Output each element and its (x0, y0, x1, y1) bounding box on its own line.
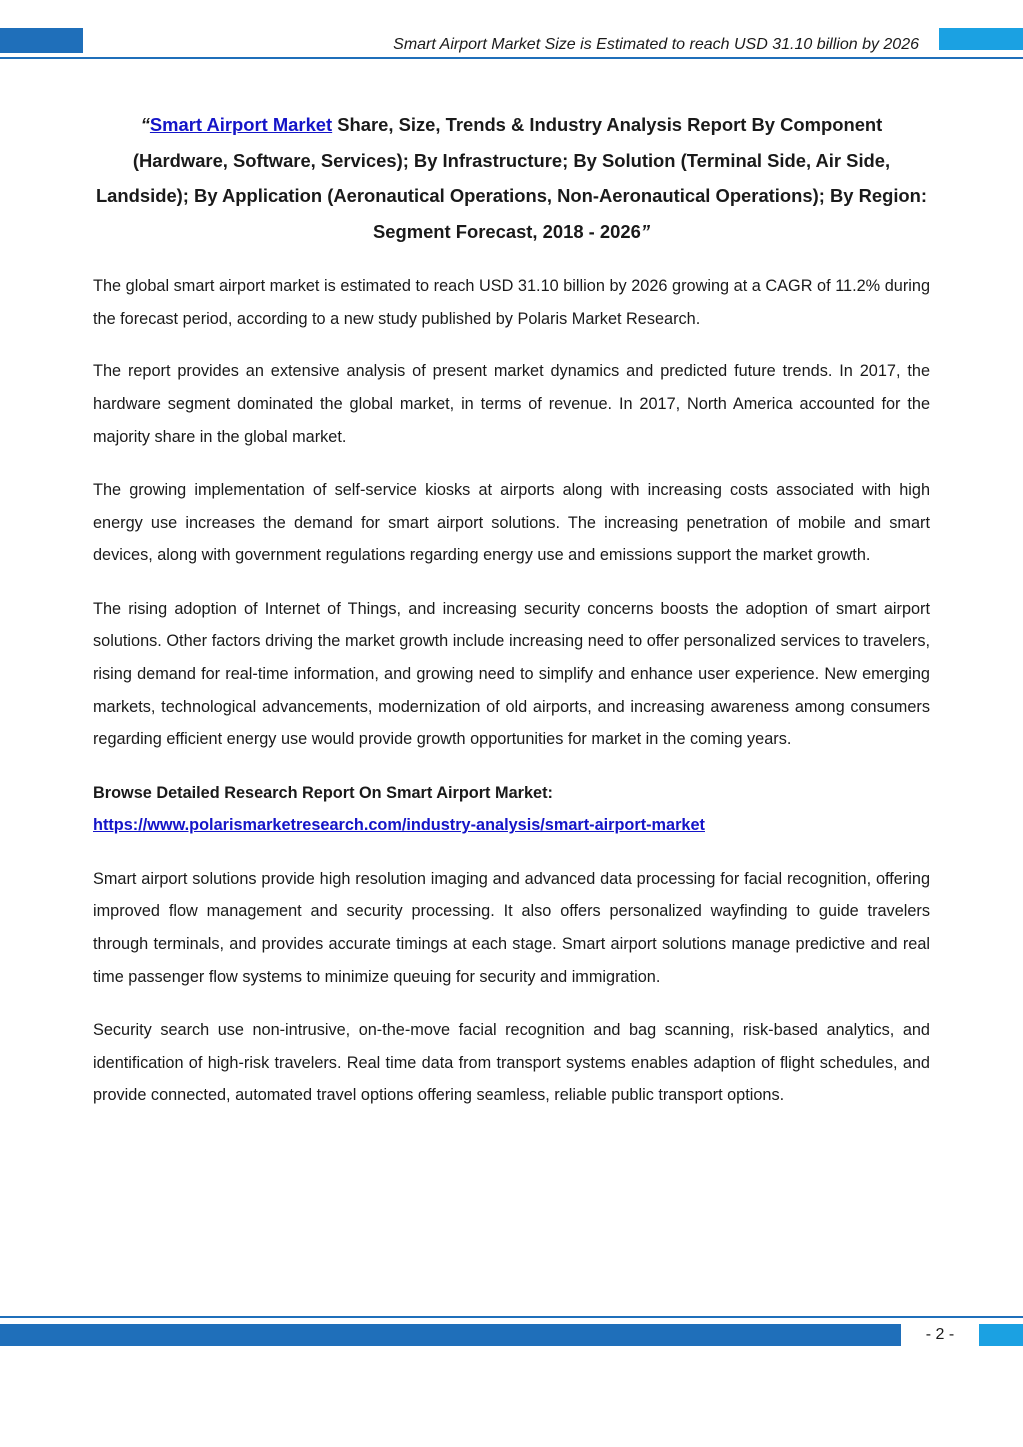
header-accent-block-right (939, 28, 1023, 50)
heading-close-quote: ” (640, 220, 651, 242)
report-url-link[interactable]: https://www.polarismarketresearch.com/industry-analysis/smart-airport-market (93, 816, 705, 835)
paragraph-iot-adoption: The rising adoption of Internet of Things, and increasing security concerns boosts the adoption of smart airport solutions. Other factors driving the market growth include increasing need to offer personalized services to travelers, rising demand for real-time information, and growing need to simplify and enhance user experience. New emerging markets, technological advancements, modernization of old airports, and increasing awareness among consumers regarding efficient energy use would provide growth opportunities for market in the coming years. (93, 599, 930, 749)
report-heading (93, 107, 930, 249)
paragraph-security-search: Security search use non-intrusive, on-the-move facial recognition and bag scanning, risk-based analytics, and identification of high-risk travelers. Real time data from transport systems enables adaption of flight schedules, and provide connected, automated travel options offering seamless, reliable public transport options. (93, 1020, 930, 1105)
browse-report-label: Browse Detailed Research Report On Smart Airport Market: (93, 783, 553, 802)
header-accent-block-left (0, 28, 83, 53)
document-body (93, 270, 930, 1112)
footer-divider (0, 1316, 1023, 1318)
paragraph-market-estimate: The global smart airport market is estimated to reach USD 31.10 billion by 2026 growing at a CAGR of 11.2% during the forecast period, according to a new study published by Polaris Market Research. (93, 277, 930, 328)
footer-accent-block-right (979, 1324, 1023, 1346)
heading-open-quote: “ (140, 114, 150, 135)
smart-airport-market-link[interactable]: Smart Airport Market (149, 114, 333, 135)
header-divider (0, 57, 1023, 59)
header-title: Smart Airport Market Size is Estimated to reach USD 31.10 billion by 2026 (393, 36, 919, 53)
heading-text: Share, Size, Trends & Industry Analysis Report By Component (Hardware, Software, Services); By Infrastructure; By Solution (Terminal Side, Air Side, Landside); By Application (Aeronautical Operations, Non-Aeronautical Operations); By Region: Segment Forecast, 2018 - 2026 (95, 114, 928, 242)
paragraph-report-overview: The report provides an extensive analysis of present market dynamics and predicted future trends. In 2017, the hardware segment dominated the global market, in terms of revenue. In 2017, North America accounted for the majority share in the global market. (93, 362, 930, 446)
browse-report-link-line (93, 809, 930, 842)
paragraph-solutions: Smart airport solutions provide high resolution imaging and advanced data processing for facial recognition, offering improved flow management and security processing. It also offers personalized wayfinding to guide travelers through terminals, and provides accurate timings at each stage. Smart airport solutions manage predictive and real time passenger flow systems to minimize queuing for security and immigration. (93, 869, 930, 986)
footer-accent-bar (0, 1324, 901, 1346)
paragraph-growth-drivers: The growing implementation of self-service kiosks at airports along with increasing costs associated with high energy use increases the demand for smart airport solutions. The increasing penetration of mobile and smart devices, along with government regulations regarding energy use and emissions support the market growth. (93, 481, 930, 565)
page-number: - 2 - (925, 1326, 955, 1343)
